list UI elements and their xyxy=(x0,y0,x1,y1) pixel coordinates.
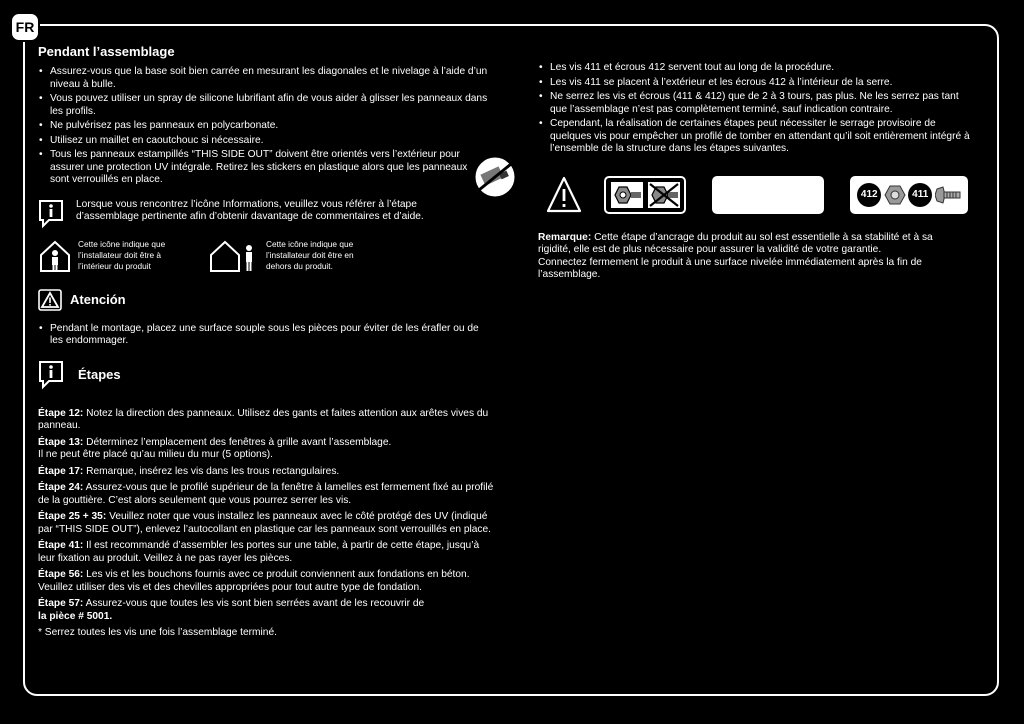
nut-icon xyxy=(884,184,906,206)
list-item: • Ne pulvérisez pas les panneaux en polycarbonate. xyxy=(38,120,490,133)
steps-header xyxy=(38,360,498,390)
blank-panel xyxy=(712,176,824,214)
step-label: Étape 57: xyxy=(38,598,84,609)
outside-note-text: Cette icône indique que l’installateur doit être en dehors du produit. xyxy=(266,238,354,271)
screw-icon xyxy=(935,184,961,206)
during-assembly-title: Pendant l’assemblage xyxy=(38,44,175,59)
step-text: Assurez-vous que le profilé supérieur de la fenêtre à lamelles est fermement fixé au profilé de la gouttière. C’est alors seulement que vous pourrez serrer les vis. xyxy=(38,482,494,506)
list-item: • Ne serrez les vis et écrous (411 & 412) que de 2 à 3 tours, pas plus. Ne les serrez pas tant que l’assemblage n’est pas complètement terminé, sauf indication contraire. xyxy=(538,91,970,116)
step-text: Les vis et les bouchons fournis avec ce produit conviennent aux fondations en béton. Veuillez utiliser des vis et des chevilles appropriées pour tout autre type de fondation. xyxy=(38,569,470,593)
nut-check-icon xyxy=(610,181,644,209)
fastener-notes xyxy=(538,62,970,156)
language-badge: FR xyxy=(10,12,40,42)
remark-label: Remarque: xyxy=(538,231,592,243)
step-extra: Il ne peut être placé qu’au milieu du mur (5 options). xyxy=(38,449,274,460)
remark-block xyxy=(538,232,968,282)
tighten-limit-panel xyxy=(604,176,686,214)
info-icon xyxy=(38,360,64,390)
info-note-row xyxy=(38,199,498,229)
step-label: Étape 25 + 35: xyxy=(38,511,107,522)
step-item xyxy=(38,569,498,594)
step-bold-tail: la pièce # 5001. xyxy=(38,610,113,622)
caution-triangle-icon xyxy=(546,176,582,214)
list-item: • Tous les panneaux estampillés “THIS SIDE OUT” doivent être orientés vers l’extérieur pour assurer une protection UV intégrale. Retirez les stickers en plastique alors que les panneaux sont verrouillés en place. xyxy=(38,149,475,187)
step-text: Assurez-vous que toutes les vis sont bien serrées avant de les recouvrir de xyxy=(85,598,425,609)
inside-note xyxy=(38,239,208,273)
steps-footnote: * Serrez toutes les vis une fois l’assemblage terminé. xyxy=(38,627,277,638)
fastener-icons xyxy=(546,176,978,214)
step-text: Il est recommandé d’assembler les portes sur une table, à partir de cette étape, jusqu’à leur fixation au produit. Veillez à ne pas rayer les pièces. xyxy=(38,540,480,564)
parts-panel xyxy=(850,176,968,214)
info-icon xyxy=(38,199,64,229)
remark-text: Cette étape d’ancrage du produit au sol est essentielle à sa stabilité et à sa rigidité, elle est de plus nécessaire pour assurer la validité de votre garantie. xyxy=(538,231,933,255)
installer-outside-icon xyxy=(208,239,260,273)
outside-note xyxy=(208,239,378,273)
caution-list xyxy=(38,323,493,348)
step-item xyxy=(38,511,498,536)
info-note-text: Lorsque vous rencontrez l’icône Informations, veuillez vous référer à l’étape d’assemblage pertinente afin d’obtenir davantage de commentaires et d’aide. xyxy=(76,198,424,222)
list-item: • Pendant le montage, placez une surface souple sous les pièces pour éviter de les érafler ou de les endommager. xyxy=(38,323,493,348)
nut-crossed-icon xyxy=(647,181,681,209)
step-item xyxy=(38,482,498,507)
step-item xyxy=(38,437,498,462)
step-label: Étape 12: xyxy=(38,407,84,419)
caution-header xyxy=(38,289,498,311)
step-label: Étape 13: xyxy=(38,436,84,448)
step-text: Veuillez noter que vous installez les panneaux avec le côté protégé des UV (indiqué par “THIS SIDE OUT”), enlevez l’autocollant en plastique car les panneaux sont verrouillés en place. xyxy=(38,511,492,535)
list-item: • Vous pouvez utiliser un spray de silicone lubrifiant afin de vous aider à glisser les panneaux dans les profils. xyxy=(38,93,490,118)
step-text: Remarque, insérez les vis dans les trous rectangulaires. xyxy=(86,465,340,477)
list-item: • Les vis 411 et écrous 412 servent tout au long de la procédure. xyxy=(538,62,970,75)
step-text: Déterminez l’emplacement des fenêtres à grille avant l’assemblage. xyxy=(86,436,392,448)
installer-inside-icon xyxy=(38,239,72,273)
part-412-badge: 412 xyxy=(857,183,881,207)
list-item: • Assurez-vous que la base soit bien carrée en mesurant les diagonales et le nivelage à l’aide d’un niveau à bulle. xyxy=(38,66,490,91)
step-item xyxy=(38,540,498,565)
step-text: Notez la direction des panneaux. Utilisez des gants et faites attention aux arêtes vives du panneau. xyxy=(38,407,489,431)
during-assembly-list xyxy=(38,66,490,187)
right-column xyxy=(538,62,978,282)
no-spray-icon xyxy=(470,152,520,202)
inside-note-text: Cette icône indique que l’installateur doit être à l’intérieur du produit xyxy=(78,238,166,271)
caution-title: Atención xyxy=(70,292,126,307)
step-label: Étape 17: xyxy=(38,465,84,477)
step-item xyxy=(38,598,498,623)
step-label: Étape 24: xyxy=(38,482,84,493)
list-item: • Cependant, la réalisation de certaines étapes peut nécessiter le serrage provisoire de quelques vis pour empêcher un profilé de tomber en attendant qu’il soit entièrement intégré à l’ensemble de la structure dans les étapes suivantes. xyxy=(538,118,970,156)
step-item xyxy=(38,408,498,433)
list-item: • Les vis 411 se placent à l’extérieur et les écrous 412 à l’intérieur de la serre. xyxy=(538,77,970,90)
step-label: Étape 56: xyxy=(38,569,84,580)
steps-title: Étapes xyxy=(78,367,121,382)
step-item xyxy=(38,466,498,479)
steps-list xyxy=(38,408,498,640)
list-item: • Utilisez un maillet en caoutchouc si nécessaire. xyxy=(38,135,490,148)
remark-text-2: Connectez fermement le produit à une surface nivelée immédiatement après la fin de l’assemblage. xyxy=(538,256,922,280)
part-411-badge: 411 xyxy=(908,183,932,207)
installer-position-icons xyxy=(38,239,498,273)
step-label: Étape 41: xyxy=(38,540,84,551)
left-column xyxy=(38,44,498,644)
warning-icon xyxy=(38,289,62,311)
